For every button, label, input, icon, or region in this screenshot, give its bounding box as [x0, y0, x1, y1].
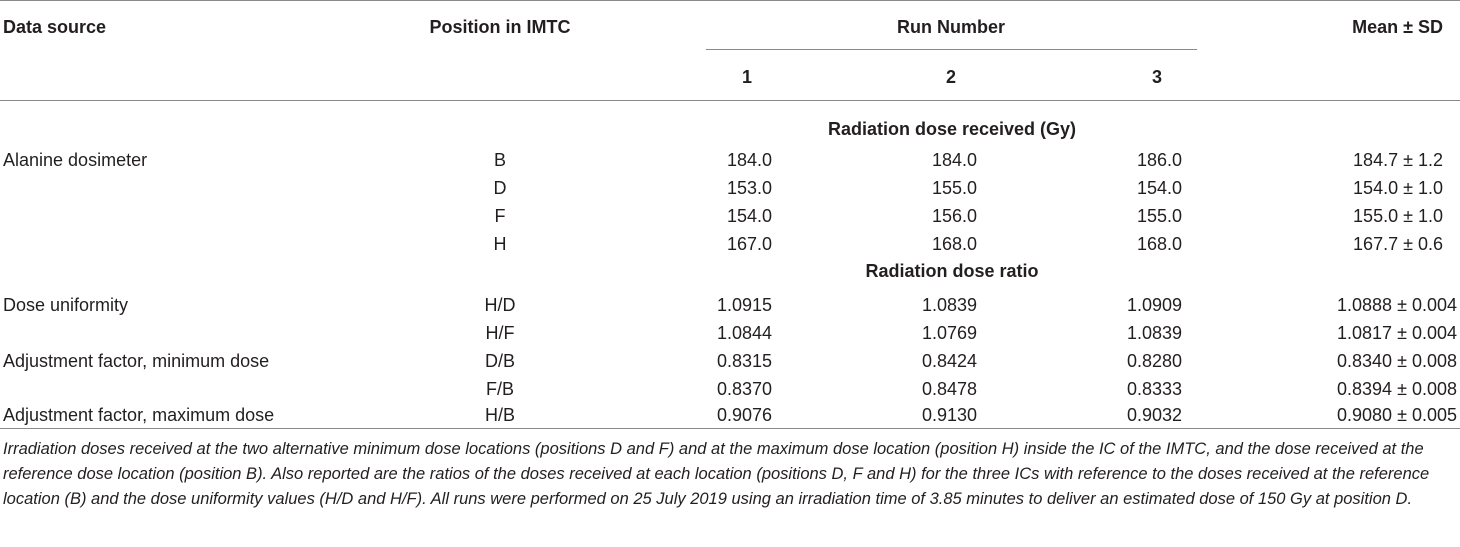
- run-1-cell: 1.0915: [716, 295, 772, 315]
- position-cell: H/B: [484, 405, 515, 425]
- mean-cell: 1.0817 ± 0.004: [1337, 323, 1457, 343]
- position-cell: B: [493, 150, 506, 170]
- data-source-cell: Alanine dosimeter: [3, 150, 148, 170]
- run-2-cell: 1.0769: [921, 323, 977, 343]
- run-1-cell: 1.0844: [716, 323, 772, 343]
- run-3-cell: 0.9032: [1126, 405, 1182, 425]
- position-cell: H/F: [485, 323, 515, 343]
- run-3-cell: 186.0: [1136, 150, 1182, 170]
- run-1-cell: 184.0: [726, 150, 772, 170]
- data-source-cell: Adjustment factor, minimum dose: [3, 351, 270, 371]
- mean-cell: 0.8394 ± 0.008: [1337, 379, 1457, 399]
- header-run-1: 1: [741, 67, 752, 87]
- run-1-cell: 167.0: [726, 234, 772, 254]
- header-run-2: 2: [945, 67, 956, 87]
- data-source-cell: Dose uniformity: [3, 295, 129, 315]
- run-3-cell: 155.0: [1136, 206, 1182, 226]
- run-number-rule: [706, 49, 1197, 50]
- position-cell: F/B: [485, 379, 514, 399]
- run-2-cell: 0.8478: [921, 379, 977, 399]
- run-3-cell: 154.0: [1136, 178, 1182, 198]
- mean-cell: 167.7 ± 0.6: [1353, 234, 1443, 254]
- header-position: Position in IMTC: [429, 17, 571, 37]
- top-rule: [0, 0, 1460, 1]
- position-cell: D: [493, 178, 507, 198]
- run-1-cell: 0.8315: [716, 351, 772, 371]
- mean-cell: 0.8340 ± 0.008: [1337, 351, 1457, 371]
- run-2-cell: 184.0: [931, 150, 977, 170]
- run-3-cell: 168.0: [1136, 234, 1182, 254]
- run-3-cell: 0.8333: [1126, 379, 1182, 399]
- run-2-cell: 1.0839: [921, 295, 977, 315]
- position-cell: D/B: [484, 351, 515, 371]
- position-cell: F: [494, 206, 506, 226]
- data-source-cell: Adjustment factor, maximum dose: [3, 405, 275, 425]
- position-cell: H/D: [484, 295, 516, 315]
- table-caption: Irradiation doses received at the two alternative minimum dose locations (positions D and F) and at the maximum dose location (position H) inside the IC of the IMTC, and the dose received at the reference dose location (position B). Also reported are the ratios of the doses received at each location (positions D, F and H) for the three ICs with reference to the doses received at the reference location (B) and the dose uniformity values (H/D and H/F). All runs were performed on 25 July 2019 using an irradiation time of 3.85 minutes to deliver an estimated dose of 150 Gy at position D.: [3, 440, 1430, 508]
- header-run-number: Run Number: [897, 17, 1005, 37]
- header-data-source: Data source: [3, 17, 107, 37]
- mean-cell: 154.0 ± 1.0: [1353, 178, 1443, 198]
- header-run-3: 3: [1151, 67, 1162, 87]
- run-1-cell: 154.0: [726, 206, 772, 226]
- run-1-cell: 153.0: [726, 178, 772, 198]
- position-cell: H: [493, 234, 507, 254]
- header-mean: Mean ± SD: [1352, 17, 1443, 37]
- run-2-cell: 0.9130: [921, 405, 977, 425]
- table-bottom-rule: [0, 428, 1460, 429]
- mean-cell: 1.0888 ± 0.004: [1337, 295, 1457, 315]
- run-2-cell: 155.0: [931, 178, 977, 198]
- mean-cell: 0.9080 ± 0.005: [1337, 405, 1457, 425]
- run-3-cell: 0.8280: [1126, 351, 1182, 371]
- run-1-cell: 0.8370: [716, 379, 772, 399]
- run-1-cell: 0.9076: [716, 405, 772, 425]
- mean-cell: 155.0 ± 1.0: [1353, 206, 1443, 226]
- run-3-cell: 1.0839: [1126, 323, 1182, 343]
- section-title: Radiation dose received (Gy): [827, 119, 1077, 139]
- section-title: Radiation dose ratio: [865, 261, 1039, 281]
- mean-cell: 184.7 ± 1.2: [1353, 150, 1443, 170]
- run-2-cell: 0.8424: [921, 351, 977, 371]
- run-2-cell: 156.0: [931, 206, 977, 226]
- run-3-cell: 1.0909: [1126, 295, 1182, 315]
- header-bottom-rule: [0, 100, 1460, 101]
- run-2-cell: 168.0: [931, 234, 977, 254]
